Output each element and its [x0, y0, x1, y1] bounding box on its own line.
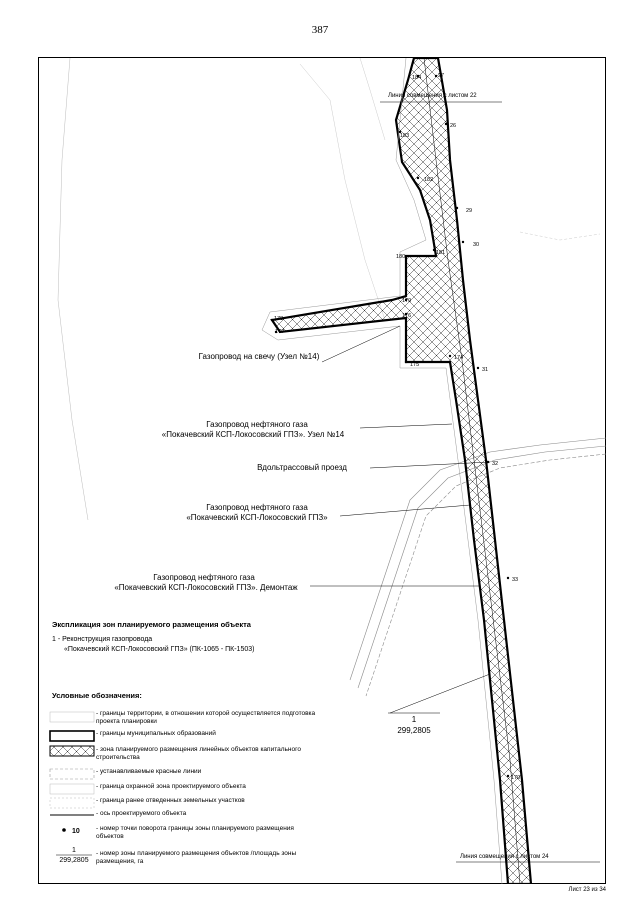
- legend-text-municipal: - границы муниципальных образований: [96, 730, 216, 737]
- legend-sample-point-number: 10: [72, 828, 80, 835]
- point-number: 29: [466, 208, 473, 214]
- explication-title: Экспликация зон планируемого размещения объекта: [52, 620, 251, 629]
- zone-number: 1: [411, 715, 417, 724]
- point-number: 27: [438, 73, 445, 79]
- legend-text-allotted-land: - граница ранее отведенных земельных участков: [96, 797, 245, 804]
- label-gas-node14-line1: Газопровод нефтяного газа: [206, 420, 308, 429]
- point-number: 177: [275, 329, 285, 335]
- legend-symbol-municipal: [50, 731, 94, 741]
- match-line-bottom-label: Линия совмещения с листом 24: [460, 854, 549, 860]
- legend-text-zone: - номер зоны планируемого размещения объектов /площадь зоны размещения, га: [96, 850, 297, 865]
- point-number: 30: [473, 242, 480, 248]
- legend-symbol-territory: [50, 712, 94, 722]
- legend-text-territory: - границы территории, в отношении которой осуществляется подготовка проекта планировки: [96, 710, 316, 725]
- feature-labels: [114, 352, 347, 592]
- point-number: 183: [400, 133, 410, 139]
- terrain-line: [360, 58, 385, 140]
- explication-item-line1: 1 - Реконструкция газопровода: [52, 636, 153, 643]
- point-number: 170: [511, 775, 521, 781]
- legend-text-red-lines: - устанавливаемые красные линии: [96, 768, 202, 775]
- legend-text-axis: - ось проектируемого объекта: [96, 810, 187, 817]
- zone-area: 299,2805: [397, 726, 431, 735]
- label-gas-dismantle-line1: Газопровод нефтяного газа: [153, 573, 255, 582]
- legend-text-point: - номер точки поворота границы зоны планируемого размещения объектов: [96, 825, 294, 840]
- point-number: 26: [450, 123, 457, 129]
- legend-text-protection-zone: - граница охранной зона проектируемого объекта: [96, 783, 246, 790]
- point-number: 178: [274, 316, 284, 322]
- point-number: 174: [454, 355, 464, 361]
- point-number: 31: [482, 367, 489, 373]
- legend-sample-zone-number: 1: [72, 847, 76, 854]
- legend-texts: [96, 710, 316, 870]
- legend-symbol-red-lines: [50, 769, 94, 779]
- terrain-line: [520, 232, 600, 240]
- point-number: 181: [436, 250, 446, 256]
- label-gas-main-line2: «Покачевский КСП-Локосовский ГПЗ»: [186, 513, 328, 522]
- point-number: 32: [492, 461, 499, 467]
- page-number: 387: [311, 24, 329, 36]
- point-number: 179: [402, 298, 412, 304]
- label-road: Вдольтрассовый проезд: [257, 463, 347, 472]
- point-number: 184: [412, 75, 422, 81]
- legend-symbol-placement-zone: [50, 746, 94, 756]
- point-number: 176: [402, 313, 412, 319]
- point-number: 33: [512, 577, 519, 583]
- terrain-line: [58, 58, 88, 520]
- legend-title: Условные обозначения:: [52, 691, 142, 700]
- legend-symbol-allotted-land: [50, 798, 94, 808]
- legend-symbol-point: [62, 828, 66, 832]
- label-gas-dismantle-line2: «Покачевский КСП-Локосовский ГПЗ». Демонтаж: [114, 583, 298, 592]
- legend-symbol-protection-zone: [50, 784, 94, 794]
- label-gas-main-line1: Газопровод нефтяного газа: [206, 503, 308, 512]
- point-number: 175: [410, 362, 420, 368]
- match-line-top-label: Линия совмещения с листом 22: [388, 93, 477, 99]
- point-number: 180: [396, 254, 406, 260]
- legend-sample-zone-area: 299,2805: [59, 857, 89, 864]
- sheet-number: Лист 23 из 34: [568, 887, 606, 893]
- label-gas-vent: Газопровод на свечу (Узел №14): [198, 352, 320, 361]
- terrain-line: [300, 64, 385, 320]
- explication-item-line2: «Покачевский КСП-Локосовский ГПЗ» (ПК-1065 - ПК-1503): [64, 646, 255, 653]
- legend-text-placement-zone: - зона планируемого размещения линейных объектов капитального строительства: [96, 746, 301, 761]
- point-number: 182: [424, 177, 434, 183]
- label-gas-node14-line2: «Покачевский КСП-Локосовский ГПЗ». Узел №14: [161, 430, 345, 439]
